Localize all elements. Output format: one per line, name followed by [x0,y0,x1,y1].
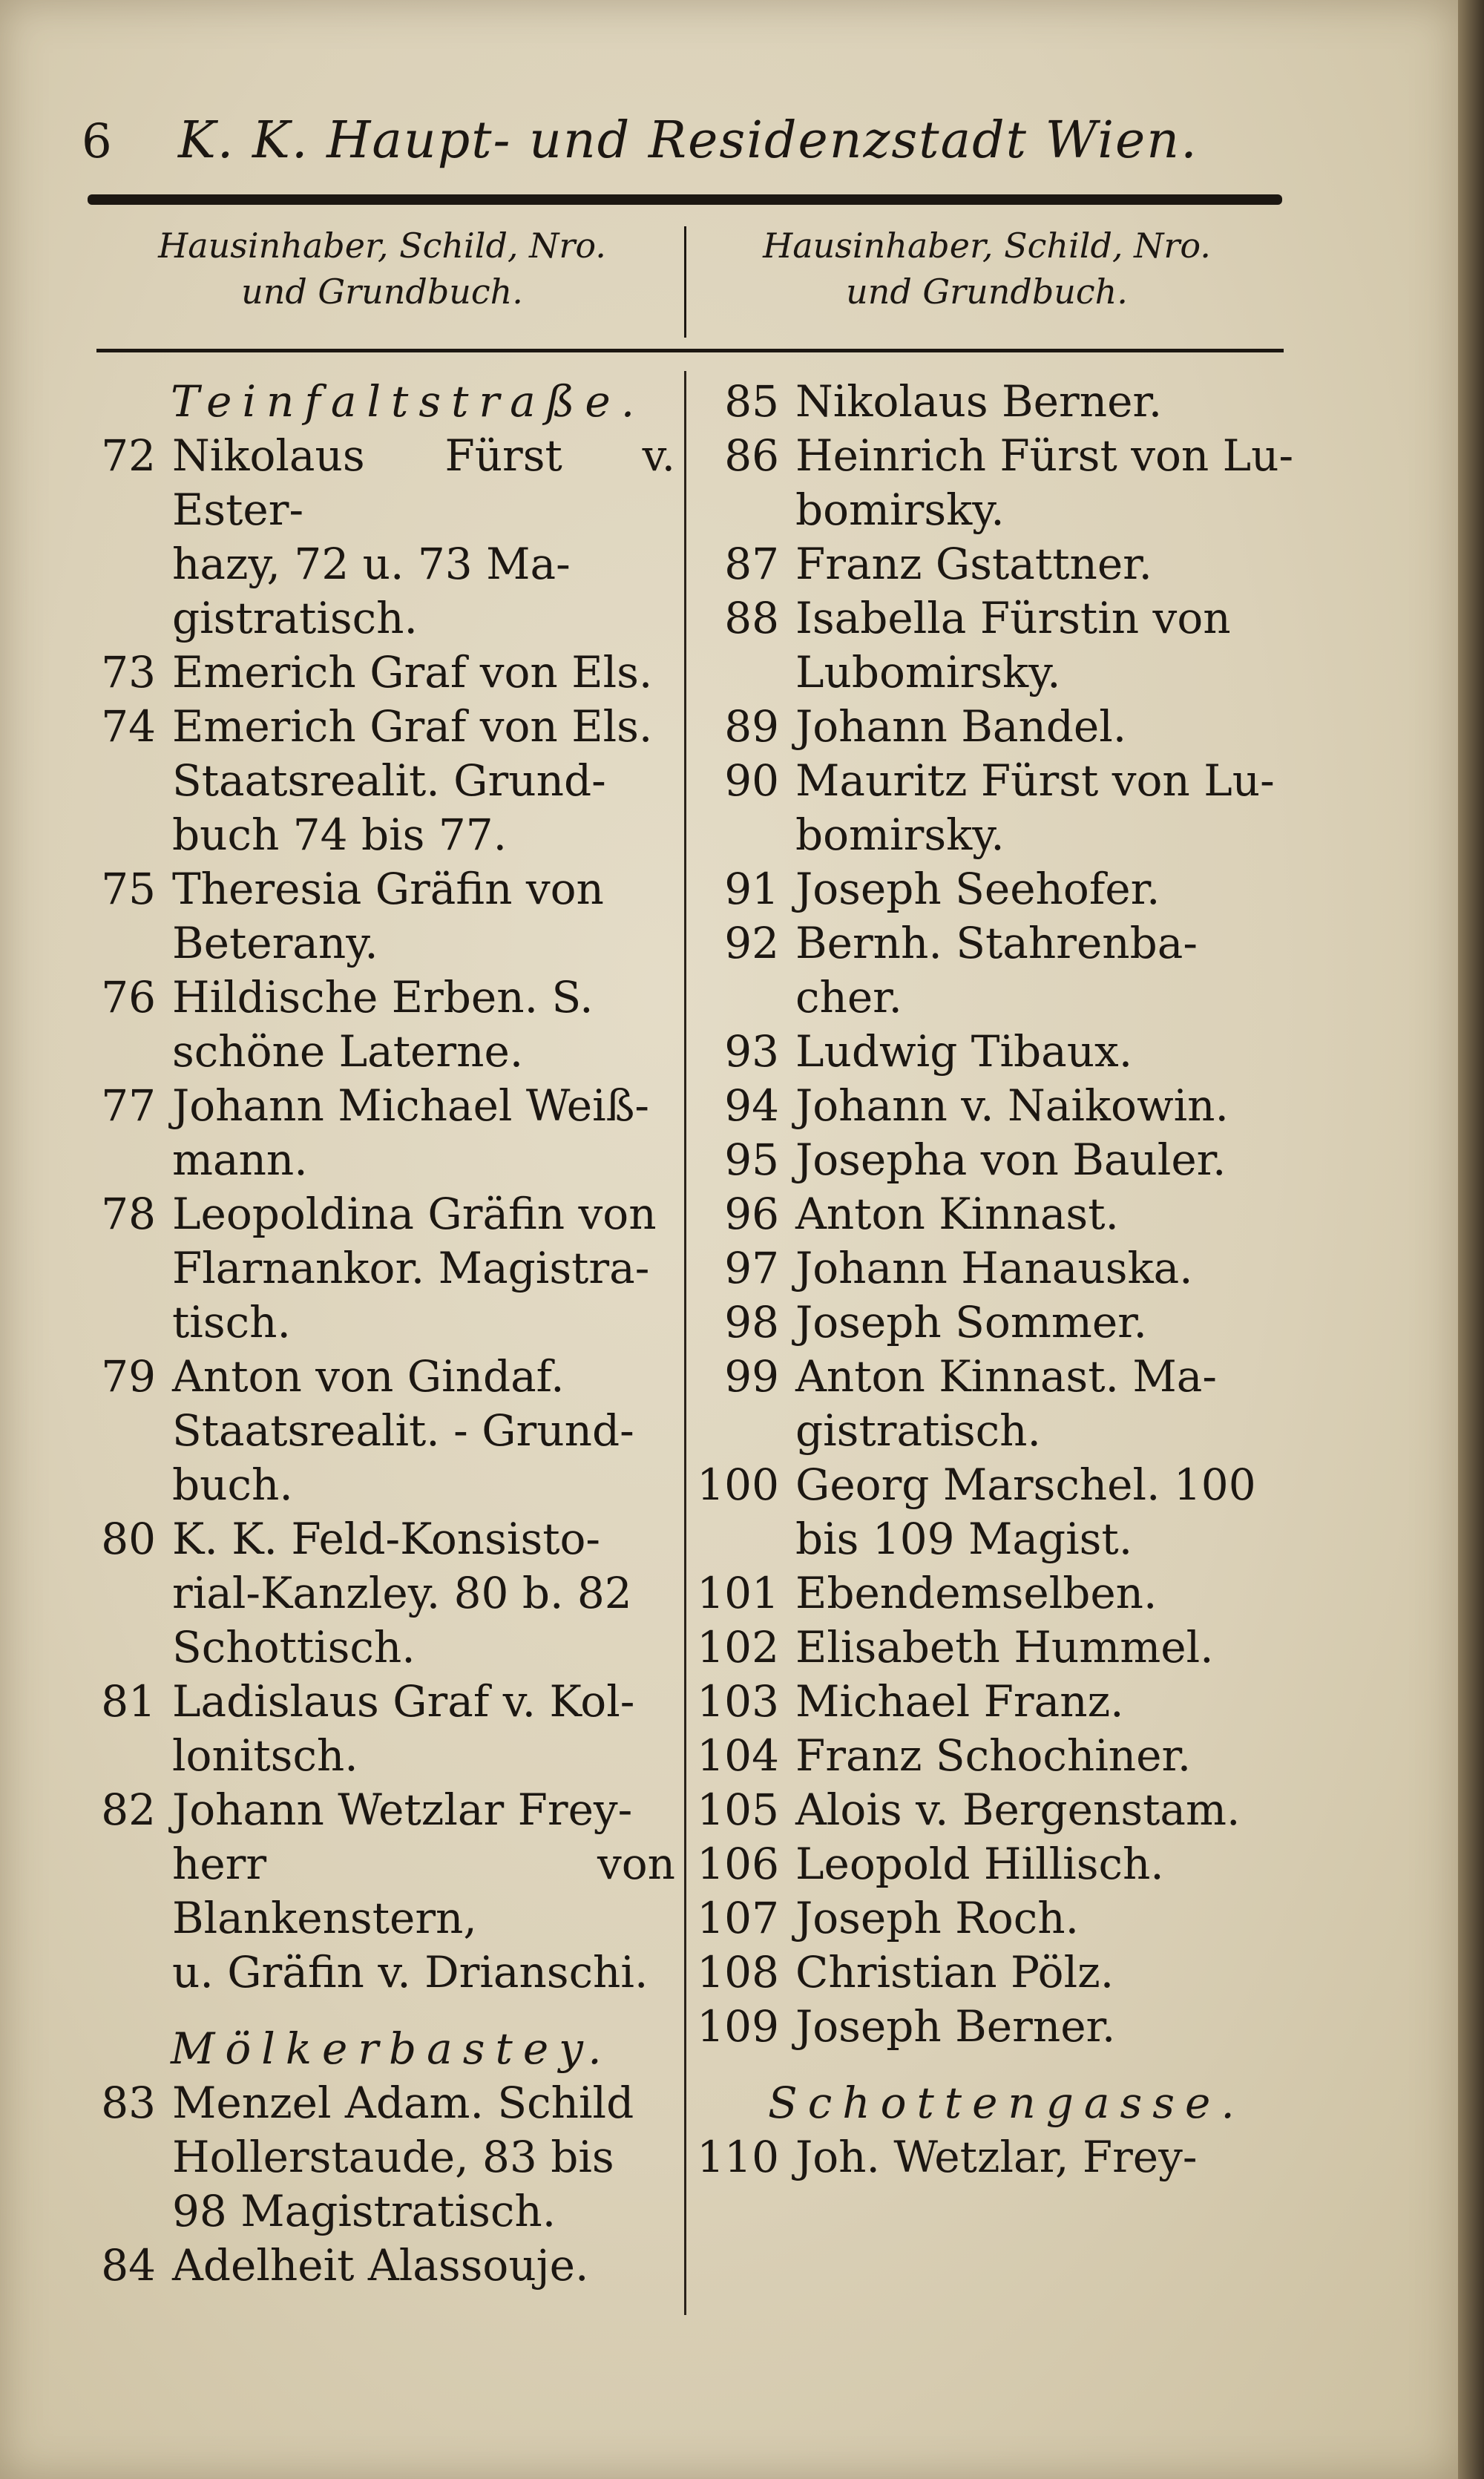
entry-line: Franz Schochiner. [795,1730,1192,1781]
entry-line: buch. [172,1460,293,1510]
house-number: 99 [724,1351,779,1402]
house-number: 74 [101,701,156,752]
entry-line: Hildische Erben. S. [172,972,594,1022]
house-number: 89 [724,701,779,752]
entry-line: Alois v. Bergenstam. [795,1784,1241,1835]
house-number: 109 [697,2001,779,2052]
owner-entry [795,1783,1295,1837]
owner-entry [172,700,675,862]
entry-line: tisch. [172,1297,291,1347]
list-item [694,591,1295,700]
entry-line: Beterany. [172,918,378,968]
list-item [694,754,1295,862]
entry-line: Michael Franz. [795,1676,1124,1727]
owner-entry [795,862,1295,916]
house-number: 106 [697,1839,779,1889]
owner-entry [795,1729,1295,1783]
entry-line: Christian Pölz. [795,1947,1114,1997]
entry-line: Ludwig Tibaux. [795,1026,1133,1077]
list-item [694,1133,1295,1187]
house-number: 102 [697,1622,779,1672]
entry-line: cher. [795,972,902,1022]
entry-line: Anton Kinnast. [795,1189,1119,1239]
list-item [694,1025,1295,1079]
owner-entry [795,1946,1295,2000]
house-number: 94 [724,1080,779,1131]
street-heading: Teinfaltstraße. [171,376,646,427]
entry-line: Joseph Sommer. [795,1297,1147,1347]
owner-entry [795,1458,1295,1566]
house-number: 95 [724,1135,779,1185]
house-number: 100 [697,1460,779,1510]
column-header-right-line: und Grundbuch. [846,272,1128,312]
entry-line: gistratisch. [795,1405,1041,1456]
entry-line: herr von Blankenstern, [172,1839,675,1943]
entry-line: Josepha von Bauler. [795,1135,1227,1185]
house-number: 78 [101,1189,156,1239]
entry-line: Heinrich Fürst von Lu- [795,430,1294,481]
house-number: 76 [101,972,156,1022]
owner-entry [795,1891,1295,1946]
list-item [694,1837,1295,1891]
list-item [59,971,675,1079]
column-header-left-line: und Grundbuch. [241,272,523,312]
house-number: 101 [697,1568,779,1618]
list-item [694,429,1295,537]
entry-line: gistratisch. [172,593,418,643]
owner-entry [795,1241,1295,1296]
entry-line: Joseph Berner. [795,2001,1116,2052]
list-item [694,1783,1295,1837]
entry-line: Schottisch. [172,1622,416,1672]
house-number: 90 [724,755,779,806]
entry-line: Johann Hanauska. [795,1243,1193,1293]
entry-line: Joh. Wetzlar, Frey- [795,2132,1198,2182]
entry-line: hazy, 72 u. 73 Ma- [172,539,571,589]
list-item [694,2130,1295,2184]
entry-line: Joseph Roch. [795,1893,1080,1943]
owner-entry [172,862,675,971]
entry-line: Johann Wetzlar Frey- [172,1784,633,1835]
house-number: 87 [724,539,779,589]
list-item [59,1350,675,1512]
house-number: 108 [697,1947,779,1997]
entry-line: bomirsky. [795,810,1005,860]
entry-line: Lubomirsky. [795,647,1061,697]
list-item [694,1350,1295,1458]
entry-line: Johann v. Naikowin. [795,1080,1229,1131]
owner-entry [795,1350,1295,1458]
column-header-left-line: Hausinhaber, Schild, Nro. [158,226,606,266]
list-item [694,916,1295,1025]
list-item [59,1512,675,1675]
list-item [694,1891,1295,1946]
house-number: 81 [101,1676,156,1727]
column-header-right [694,223,1280,315]
entry-line: Georg Marschel. 100 [795,1460,1256,1510]
owner-entry [172,1187,675,1350]
list-item [694,2000,1295,2054]
owner-entry [172,1350,675,1512]
house-number: 84 [101,2240,156,2291]
house-number: 86 [724,430,779,481]
entry-line: Emerich Graf von Els. [172,647,653,697]
house-number: 105 [697,1784,779,1835]
entry-line: Leopold Hillisch. [795,1839,1164,1889]
list-item [694,537,1295,591]
list-item [59,2239,675,2293]
list-item [59,862,675,971]
column-header-right-line: Hausinhaber, Schild, Nro. [763,226,1211,266]
list-item [694,1566,1295,1621]
house-number: 103 [697,1676,779,1727]
entry-line: Joseph Seehofer. [795,864,1160,914]
house-number: 80 [101,1514,156,1564]
list-item [59,646,675,700]
entry-line: Franz Gstattner. [795,539,1152,589]
owner-entry [795,754,1295,862]
house-number: 107 [697,1893,779,1943]
house-number: 79 [101,1351,156,1402]
owner-entry [172,2239,675,2293]
entry-line: Johann Bandel. [795,701,1127,752]
owner-entry [172,971,675,1079]
list-item [694,1946,1295,2000]
entry-line: Nikolaus Fürst v. Ester- [172,430,675,535]
column-header-left [89,223,675,315]
entry-line: Theresia Gräfin von [172,864,604,914]
list-item [59,1187,675,1350]
owner-entry [795,2130,1295,2184]
owner-entry [795,429,1295,537]
owner-entry [795,1296,1295,1350]
list-item [59,2076,675,2239]
entry-line: 98 Magistratisch. [172,2186,556,2236]
list-item [694,1675,1295,1729]
entry-line: Anton von Gindaf. [172,1351,565,1402]
entry-line: Bernh. Stahrenba- [795,918,1198,968]
owner-entry [795,591,1295,700]
owner-entry [795,1187,1295,1241]
entry-line: Ebendemselben. [795,1568,1158,1618]
running-title: K. K. Haupt- und Residenzstadt Wien. [178,111,1198,170]
street-heading: Schottengasse. [768,2078,1245,2128]
owner-entry [172,2076,675,2239]
list-item [694,1241,1295,1296]
house-number: 82 [101,1784,156,1835]
page-number: 6 [82,114,112,169]
list-item [59,700,675,862]
list-item [59,429,675,646]
entry-line: Elisabeth Hummel. [795,1622,1214,1672]
entry-line: Johann Michael Weiß- [172,1080,650,1131]
entry-line: schöne Laterne. [172,1026,524,1077]
entry-line: bis 109 Magist. [795,1514,1133,1564]
owner-entry [795,1675,1295,1729]
list-item [694,1079,1295,1133]
owner-entry [795,2000,1295,2054]
house-number: 97 [724,1243,779,1293]
street-heading: Mölkerbastey. [171,2023,612,2074]
list-item [694,862,1295,916]
entry-line: K. K. Feld-Konsisto- [172,1514,601,1564]
header-column-divider [684,226,686,338]
book-edge [1458,0,1484,2479]
house-number: 92 [724,918,779,968]
entry-line: Hollerstaude, 83 bis [172,2132,614,2182]
owner-entry [795,375,1295,429]
entry-line: buch 74 bis 77. [172,810,508,860]
column-header-rule [96,349,1284,352]
list-item [59,1079,675,1187]
owner-entry [795,1837,1295,1891]
list-item [694,375,1295,429]
left-column [59,375,675,2293]
list-item [694,1621,1295,1675]
entry-line: Staatsrealit. - Grund- [172,1405,634,1456]
house-number: 93 [724,1026,779,1077]
entry-line: Flarnankor. Magistra- [172,1243,650,1293]
owner-entry [172,1512,675,1675]
list-item [694,1187,1295,1241]
entry-line: lonitsch. [172,1730,358,1781]
entry-line: Nikolaus Berner. [795,376,1163,427]
house-number: 88 [724,593,779,643]
house-number: 91 [724,864,779,914]
house-number: 104 [697,1730,779,1781]
entry-line: Emerich Graf von Els. [172,701,653,752]
entry-line: rial-Kanzley. 80 b. 82 [172,1568,632,1618]
owner-entry [172,1079,675,1187]
owner-entry [795,537,1295,591]
owner-entry [795,1621,1295,1675]
running-header [82,111,1284,170]
owner-entry [172,1783,675,2000]
owner-entry [172,646,675,700]
entry-line: Menzel Adam. Schild [172,2078,634,2128]
house-number: 72 [101,430,156,481]
entry-line: Leopoldina Gräfin von [172,1189,657,1239]
list-item [694,1458,1295,1566]
house-number: 96 [724,1189,779,1239]
house-number: 73 [101,647,156,697]
owner-entry [172,429,675,646]
entry-line: u. Gräfin v. Drianschi. [172,1947,649,1997]
list-item [694,700,1295,754]
owner-entry [795,1079,1295,1133]
owner-entry [795,1566,1295,1621]
house-number: 83 [101,2078,156,2128]
list-item [694,1296,1295,1350]
owner-entry [795,1025,1295,1079]
house-number: 85 [724,376,779,427]
entry-line: Staatsrealit. Grund- [172,755,606,806]
house-number: 98 [724,1297,779,1347]
entry-line: Isabella Fürstin von [795,593,1231,643]
owner-entry [172,1675,675,1783]
column-divider [684,371,686,2315]
owner-entry [795,700,1295,754]
entry-line: Anton Kinnast. Ma- [795,1351,1217,1402]
entry-line: Mauritz Fürst von Lu- [795,755,1275,806]
entry-line: mann. [172,1135,308,1185]
list-item [59,1783,675,2000]
house-number: 110 [697,2132,779,2182]
house-number: 75 [101,864,156,914]
house-number: 77 [101,1080,156,1131]
entry-line: Ladislaus Graf v. Kol- [172,1676,635,1727]
entry-line: bomirsky. [795,485,1005,535]
entry-line: Adelheit Alassouje. [172,2240,589,2291]
owner-entry [795,1133,1295,1187]
list-item [59,1675,675,1783]
header-rule [88,194,1282,205]
right-column [694,375,1295,2184]
list-item [694,1729,1295,1783]
owner-entry [795,916,1295,1025]
